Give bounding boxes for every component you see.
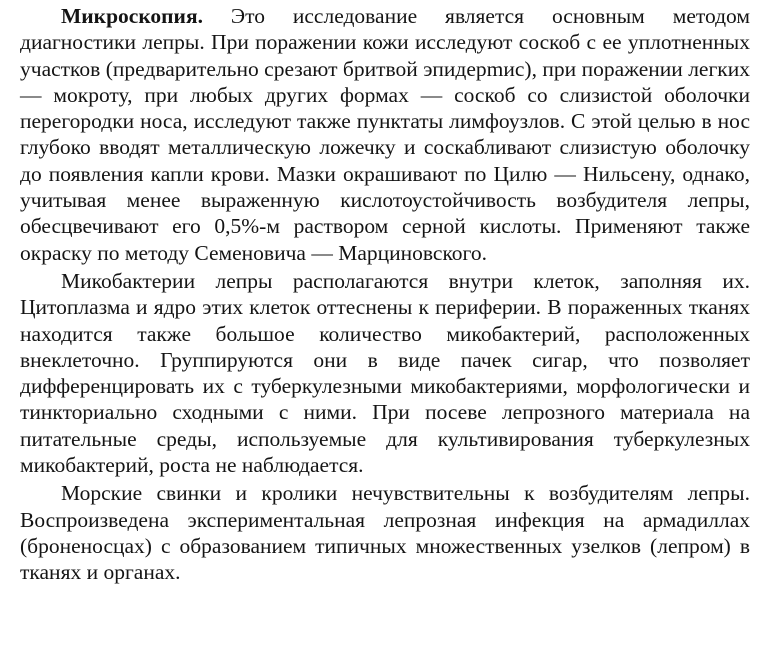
paragraph-text: Это исследование является основным методом диагностики лепры. При поражении кожи исследуют соскоб с ее уплотненных участков (предварительно срезают бритвой эпидерmис), при поражении легких — мокроту, при любых других формах — соскоб со слизистой оболочки перегородки носа, исследуют также пунктаты лимфоузлов. С этой целью в нос глубоко вводят металлическую ложечку и соскабливают слизистую оболочку до появления капли крови. Мазки окрашивают по Цилю — Нильсену, однако, учитывая менее выраженную кислотоустойчивость возбудителя лепры, обесцвечивают его 0,5%-м раствором серной кислоты. Применяют также окраску по методу Семеновича — Марциновского. xyxy=(20,4,750,265)
paragraph-text: Морские свинки и кролики нечувствительны к возбудителям лепры. Воспроизведена экспериментальная лепрозная инфекция на армадиллах (броненосцах) с образованием типичных множественных узелков (лепром) в тканях и органах. xyxy=(20,481,750,585)
paragraph-text: Микобактерии лепры располагаются внутри клеток, заполняя их. Цитоплазма и ядро этих клеток оттеснены к периферии. В пораженных тканях находится также большое количество микобактерий, расположенных внеклеточно. Группируются они в виде пачек сигар, что позволяет дифференцировать их с туберкулезными микобактериями, морфологически и тинкториально сходными с ними. При посеве лепрозного материала на питательные среды, используемые для культивирования туберкулезных микобактерий, роста не наблюдается. xyxy=(20,268,750,478)
section-heading: Микроскопия. xyxy=(61,4,203,28)
paragraph-animal-models xyxy=(20,480,750,585)
paragraph-microscopy xyxy=(20,3,750,266)
paragraph-mycobacteria xyxy=(20,268,750,478)
document-page xyxy=(20,3,750,588)
